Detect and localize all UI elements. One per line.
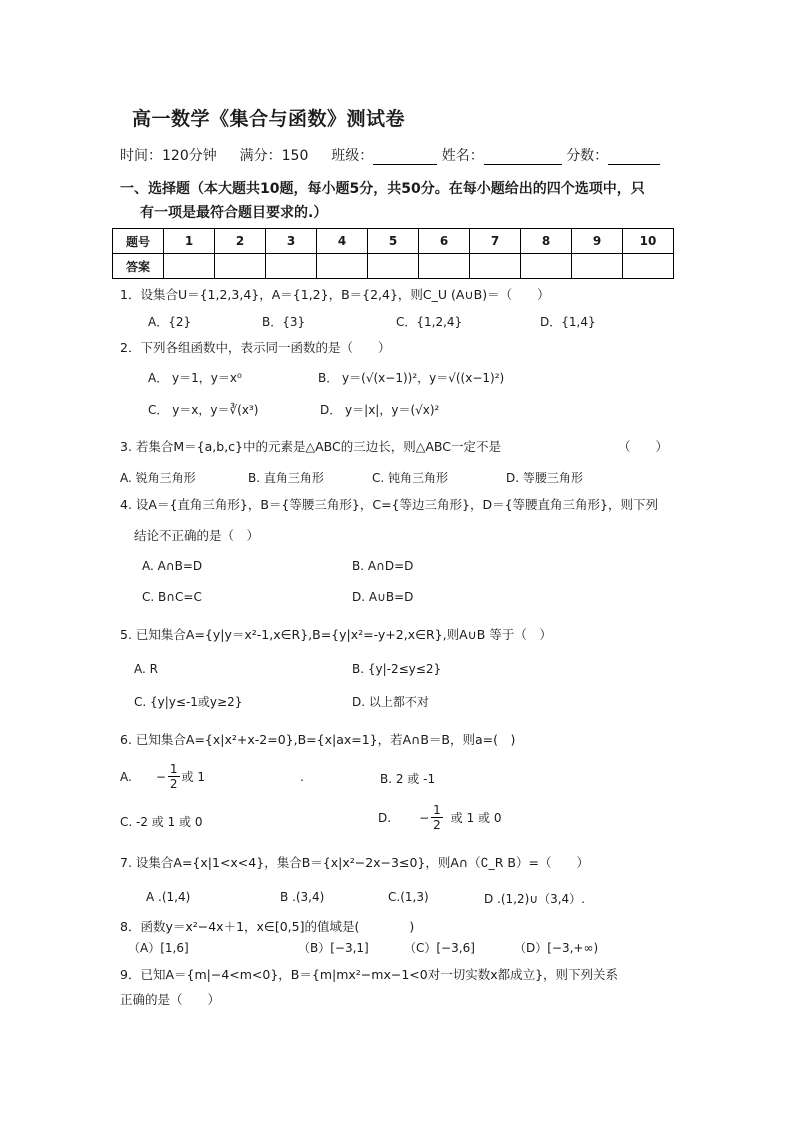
question-6-option-c: C. -2 或 1 或 0	[120, 815, 203, 829]
question-3-stem: 3. 若集合M＝{a,b,c}中的元素是△ABC的三边长，则△ABC一定不是	[120, 439, 502, 454]
fraction-denominator: 2	[433, 818, 441, 832]
answer-cell[interactable]	[368, 254, 419, 279]
answer-cell[interactable]	[470, 254, 521, 279]
class-label: 班级：	[331, 148, 374, 164]
question-3-answer-paren: （ ）	[618, 439, 669, 454]
answer-cell[interactable]	[623, 254, 674, 279]
question-5-stem: 5. 已知集合A={y|y＝x²-1,x∈R},B={y|x²=-y+2,x∈R},则A∪B 等于（ ）	[120, 627, 552, 642]
question-4-option-c: C. B∩C=C	[142, 590, 202, 604]
question-number: 3	[266, 229, 317, 254]
question-number: 5	[368, 229, 419, 254]
question-1-option-c: C．{1,2,4}	[396, 315, 463, 329]
question-2-stem: 2．下列各组函数中，表示同一函数的是（ ）	[120, 340, 391, 355]
fraction-numerator: 1	[169, 762, 178, 776]
question-3-option-c: C. 钝角三角形	[372, 471, 449, 485]
question-1-stem: 1．设集合U＝{1,2,3,4}，A＝{1,2}，B＝{2,4}，则C_U (A∪B)＝（ ）	[120, 287, 550, 302]
answer-table-answer-row	[113, 254, 674, 279]
stray-dot: .	[300, 770, 304, 784]
answer-label: 答案	[113, 254, 164, 279]
minus-sign: −	[155, 769, 166, 784]
answer-cell[interactable]	[572, 254, 623, 279]
option-label: D.	[378, 810, 392, 825]
answer-table-header-row	[113, 229, 674, 254]
option-label: A.	[120, 769, 132, 784]
question-2-option-a: A． y＝1，y＝x⁰	[148, 371, 242, 385]
score-label: 分数：	[566, 148, 609, 164]
fraction	[168, 762, 180, 791]
minus-sign: −	[419, 810, 430, 825]
question-4-stem-line1: 4. 设A＝{直角三角形}，B＝{等腰三角形}，C={等边三角形}，D＝{等腰直角三角形}，则下列	[120, 497, 658, 512]
time-label: 时间：120分钟	[120, 148, 217, 164]
section-heading-line2: 有一项是最符合题目要求的.）	[140, 205, 328, 221]
question-4-stem-line2: 结论不正确的是（ ）	[134, 528, 260, 543]
question-2-option-d: D． y＝|x|，y＝(√x)²	[320, 403, 440, 417]
question-number-label: 题号	[113, 229, 164, 254]
section-heading-line1: 一、选择题（本大题共10题，每小题5分，共50分。在每小题给出的四个选项中，只	[120, 181, 645, 197]
question-9-stem-line1: 9．已知A＝{m|−4<m<0}，B＝{m|mx²−mx−1<0对一切实数x都成立}，则下列关系	[120, 967, 619, 982]
answer-cell[interactable]	[317, 254, 368, 279]
option-text: 或 1 或 0	[450, 811, 502, 825]
full-score-label: 满分：150	[239, 148, 309, 164]
answer-table	[112, 228, 674, 279]
name-blank[interactable]	[484, 150, 562, 165]
question-6-option-d	[378, 803, 501, 832]
name-label: 姓名：	[441, 148, 484, 164]
question-8-stem: 8．函数y＝x²−4x＋1，x∈[0,5]的值域是( )	[120, 919, 415, 934]
question-9-stem-line2: 正确的是（ ）	[120, 992, 221, 1007]
question-6-option-b: B. 2 或 -1	[380, 772, 436, 786]
question-1-option-d: D．{1,4}	[540, 315, 596, 329]
question-7-stem: 7. 设集合A={x|1<x<4}，集合B＝{x|x²−2x−3≤0}，则A∩（∁_R B）=（ ）	[120, 855, 589, 870]
answer-cell[interactable]	[215, 254, 266, 279]
question-number: 2	[215, 229, 266, 254]
question-5-option-c: C. {y|y≤-1或y≥2}	[134, 695, 243, 709]
question-number: 1	[164, 229, 215, 254]
question-7-option-a: A .(1,4)	[146, 890, 191, 904]
fraction	[431, 803, 443, 832]
question-8-option-b: （B）[−3,1]	[298, 941, 369, 955]
question-number: 7	[470, 229, 521, 254]
question-8-option-a: （A）[1,6]	[128, 941, 189, 955]
question-4-option-d: D. A∪B=D	[352, 590, 414, 604]
answer-cell[interactable]	[266, 254, 317, 279]
question-3-option-d: D. 等腰三角形	[506, 471, 583, 485]
question-number: 6	[419, 229, 470, 254]
question-8-option-d: （D）[−3,+∞)	[514, 941, 599, 955]
question-7-option-c: C.(1,3)	[388, 890, 429, 904]
question-1-option-a: A．{2}	[148, 315, 192, 329]
answer-cell[interactable]	[419, 254, 470, 279]
question-number: 9	[572, 229, 623, 254]
answer-cell[interactable]	[521, 254, 572, 279]
question-3-option-a: A. 锐角三角形	[120, 471, 196, 485]
question-5-option-b: B. {y|-2≤y≤2}	[352, 662, 442, 676]
question-2-option-b: B． y＝(√(x−1))²，y＝√((x−1)²)	[318, 371, 505, 385]
option-text: 或 1	[181, 770, 205, 784]
question-4-option-a: A. A∩B=D	[142, 559, 203, 573]
question-4-option-b: B. A∩D=D	[352, 559, 414, 573]
question-5-option-a: A. R	[134, 662, 158, 676]
question-6-stem: 6. 已知集合A={x|x²+x-2=0},B={x|ax=1}，若A∩B＝B，则a=( )	[120, 732, 516, 747]
question-7-option-b: B .(3,4)	[280, 890, 325, 904]
answer-cell[interactable]	[164, 254, 215, 279]
page-title: 高一数学《集合与函数》测试卷	[132, 108, 406, 130]
question-2-option-c: C． y＝x，y＝∛(x³)	[148, 403, 259, 417]
score-blank[interactable]	[608, 150, 660, 165]
fraction-denominator: 2	[169, 777, 178, 791]
question-number: 4	[317, 229, 368, 254]
question-6-option-a	[120, 762, 205, 791]
question-number: 10	[623, 229, 674, 254]
section-heading	[120, 177, 645, 225]
fraction-numerator: 1	[433, 803, 441, 817]
question-7-option-d: D .(1,2)∪（3,4）.	[484, 892, 585, 906]
question-3-option-b: B. 直角三角形	[248, 471, 324, 485]
class-blank[interactable]	[373, 150, 437, 165]
question-8-option-c: （C）[−3,6]	[404, 941, 475, 955]
exam-info	[120, 145, 660, 165]
question-5-option-d: D. 以上都不对	[352, 695, 429, 709]
question-1-option-b: B．{3}	[262, 315, 306, 329]
question-number: 8	[521, 229, 572, 254]
